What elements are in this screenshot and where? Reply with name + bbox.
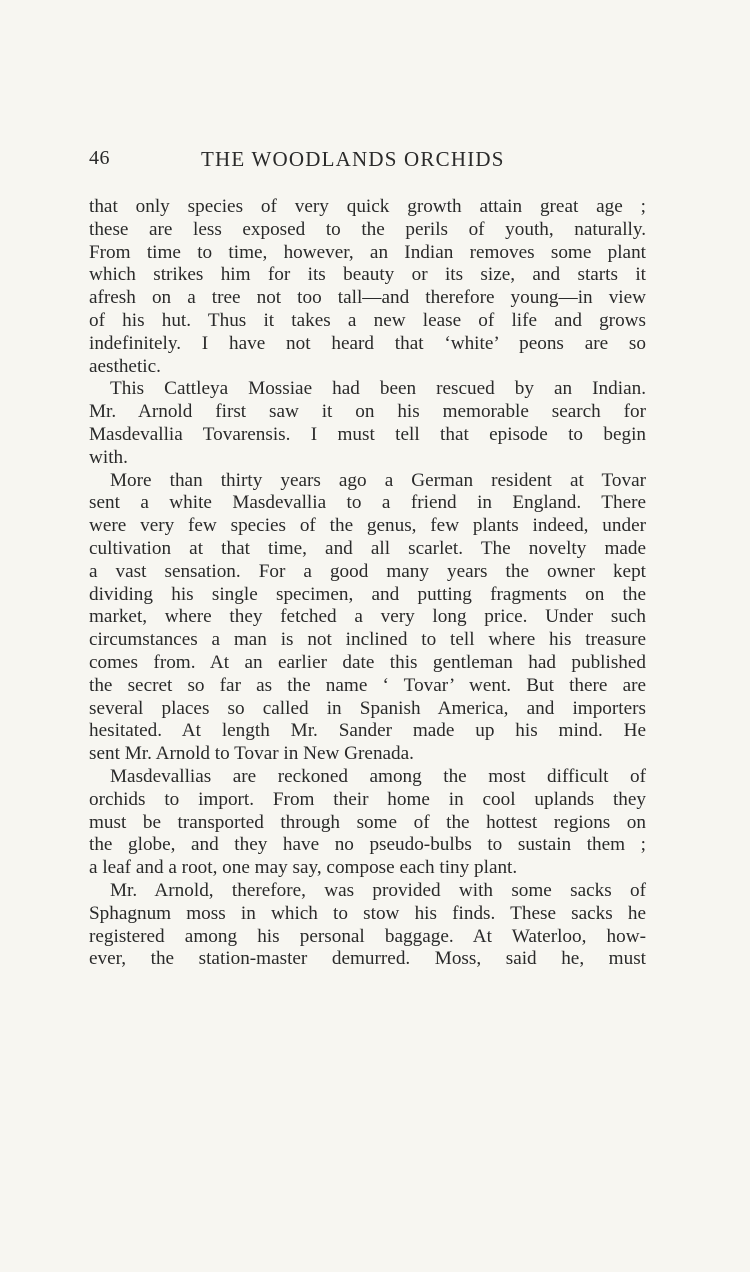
text-line: Mr. Arnold, therefore, was provided with some sacks of <box>110 879 646 901</box>
text-line: orchids to import. From their home in cool uplands they <box>89 788 646 810</box>
page-number: 46 <box>89 147 110 169</box>
text-line: dividing his single specimen, and putting fragments on the <box>89 583 646 605</box>
text-line: these are less exposed to the perils of youth, naturally. <box>89 218 646 240</box>
body-text <box>89 196 646 971</box>
running-head <box>89 147 649 179</box>
text-line: More than thirty years ago a German resident at Tovar <box>110 469 646 491</box>
text-line: of his hut. Thus it takes a new lease of life and grows <box>89 309 646 331</box>
text-line: Masdevallia Tovarensis. I must tell that episode to begin <box>89 423 646 445</box>
text-line: several places so called in Spanish America, and importers <box>89 697 646 719</box>
text-line: hesitated. At length Mr. Sander made up his mind. He <box>89 720 646 742</box>
text-line: afresh on a tree not too tall—and therefore young—in view <box>89 287 646 309</box>
text-line: aesthetic. <box>89 355 161 377</box>
text-line: ever, the station-master demurred. Moss, said he, must <box>89 948 646 970</box>
text-line: indefinitely. I have not heard that ‘white’ peons are so <box>89 332 646 354</box>
text-line: sent a white Masdevallia to a friend in England. There <box>89 492 646 514</box>
text-line: the secret so far as the name ‘ Tovar’ went. But there are <box>89 674 646 696</box>
text-line: circumstances a man is not inclined to tell where his treasure <box>89 629 646 651</box>
text-line: which strikes him for its beauty or its size, and starts it <box>89 264 646 286</box>
text-line: Sphagnum moss in which to stow his finds. These sacks he <box>89 902 646 924</box>
text-line: must be transported through some of the hottest regions on <box>89 811 646 833</box>
text-line: This Cattleya Mossiae had been rescued by an Indian. <box>110 378 646 400</box>
text-line: comes from. At an earlier date this gentleman had published <box>89 651 646 673</box>
text-line: Masdevallias are reckoned among the most difficult of <box>110 765 646 787</box>
text-line: market, where they fetched a very long price. Under such <box>89 606 646 628</box>
text-line: cultivation at that time, and all scarlet. The novelty made <box>89 537 646 559</box>
running-title: THE WOODLANDS ORCHIDS <box>201 147 505 171</box>
text-line: a leaf and a root, one may say, compose each tiny plant. <box>89 857 518 879</box>
text-line: a vast sensation. For a good many years the owner kept <box>89 560 646 582</box>
text-line: Mr. Arnold first saw it on his memorable search for <box>89 401 646 423</box>
text-line: were very few species of the genus, few plants indeed, under <box>89 515 646 537</box>
text-line: with. <box>89 446 128 468</box>
text-line: sent Mr. Arnold to Tovar in New Grenada. <box>89 743 414 765</box>
text-line: that only species of very quick growth attain great age ; <box>89 196 646 217</box>
text-line: From time to time, however, an Indian removes some plant <box>89 241 646 263</box>
text-line: the globe, and they have no pseudo-bulbs to sustain them ; <box>89 834 646 856</box>
text-line: registered among his personal baggage. At Waterloo, how- <box>89 925 646 947</box>
